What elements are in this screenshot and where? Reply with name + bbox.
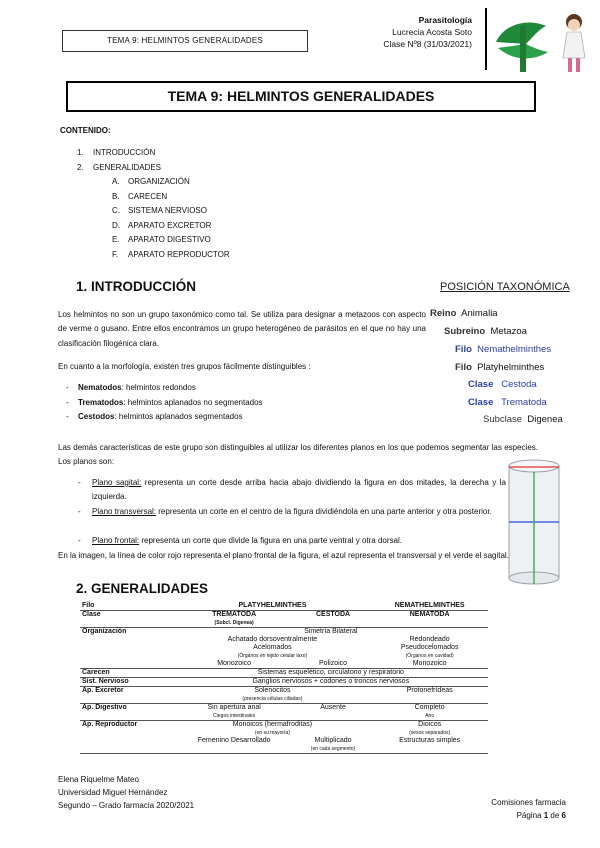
- toc-subitem: C. SISTEMA NERVIOSO: [112, 206, 207, 215]
- table-row: Monozoico Polizoico Monozoico: [80, 660, 488, 669]
- taxonomy-title: POSICIÓN TAXONÓMICA: [440, 281, 570, 293]
- planes-cylinder-figure: [505, 458, 563, 588]
- footer-right: [491, 796, 566, 822]
- pharmacy-logo-icon: [492, 8, 592, 78]
- table-row: Organización Simetría Bilateral: [82, 628, 358, 635]
- toc-subitem: F. APARATO REPRODUCTOR: [112, 249, 230, 259]
- page-number: Página 1 de 6: [516, 811, 566, 820]
- intro-paragraph: Los helmintos no son un grupo taxonómico como tal. Se utiliza para designar a metazoos con aspecto de verme o gusano. Entre ellos encontramos un grupo heterogéneo de parásitos en el que no hay una clasificación filogénica clara.: [58, 310, 426, 348]
- plane-item: - Plano sagital: representa un corte desde arriba hacia abajo dividiendo la figura en dos mitades, la derecha y la izquierda.: [78, 478, 507, 502]
- table-row: Achatado dorsoventralmente Redondeado: [227, 636, 450, 643]
- footer-university: Universidad Miguel Hernández: [58, 788, 168, 797]
- footer-left: [58, 773, 194, 812]
- toc-subitem: E. APARATO DIGESTIVO: [112, 235, 211, 244]
- planes-final-paragraph: En la imagen, la línea de color rojo representa el plano frontal de la figura, el azul representa el transversal y el verde el sagital.: [58, 551, 509, 560]
- toc-subitem: D. APARATO EXCRETOR: [112, 220, 212, 230]
- generalidades-table: [80, 602, 488, 754]
- toc-subitem: B. CARECEN: [112, 191, 168, 201]
- table-row: Ap. Digestivo Sin apertura anal Ciegos intestinales Ausente Completo Ano: [80, 704, 488, 721]
- plane-item: - Plano transversal: representa un corte en el centro de la figura dividiéndola en una parte anterior y otra posterior.: [78, 507, 492, 516]
- header-author: Lucrecia Acosta Soto: [392, 27, 472, 37]
- table-row: Acelomados (Órganos en tejido celular laxo) Pseudocelomados (Órganos en cavidad): [237, 644, 459, 659]
- table-row: Clase TREMATODA (Subcl. Digenea) CESTODA NEMATODA: [80, 611, 488, 628]
- table-row: Ap. Excretor Solenocitos (presencia células ciliadas) Protonefrídeas: [80, 687, 488, 704]
- taxonomy-row: Clase Cestoda: [468, 379, 537, 390]
- group-item: - Nematodos: helmintos redondos: [66, 383, 196, 392]
- header-info: [383, 14, 472, 50]
- header-subject: Parasitología: [418, 15, 472, 25]
- group-item: - Cestodos: helmintos aplanados segmentados: [66, 412, 243, 421]
- taxonomy-row: Reino Animalia: [430, 308, 498, 319]
- planes-intro-paragraph: Las demás características de este grupo son distinguibles al utilizar los diferentes planos en los que podemos segmentar las especies. Los planos son:: [58, 443, 538, 467]
- footer-author: Elena Riquelme Mateo: [58, 775, 139, 784]
- taxonomy-row: Subreino Metazoa: [444, 326, 527, 337]
- footer-commission: Comisiones farmacia: [491, 798, 566, 807]
- page-title: TEMA 9: HELMINTOS GENERALIDADES: [66, 81, 536, 112]
- taxonomy-row: Subclase Digenea: [483, 414, 563, 425]
- header-class-info: Clase Nº8 (31/03/2021): [383, 39, 472, 49]
- header-topic-box: TEMA 9: HELMINTOS GENERALIDADES: [62, 30, 308, 52]
- toc-subitem: A. ORGANIZACIÓN: [112, 177, 190, 186]
- header-divider: [485, 8, 487, 70]
- group-item: - Trematodos: helmintos aplanados no segmentados: [66, 398, 263, 407]
- taxonomy-row: Clase Trematoda: [468, 397, 547, 408]
- morphology-paragraph: En cuanto a la morfología, existen tres grupos fácilmente distinguibles :: [58, 362, 311, 371]
- toc-item: 1. INTRODUCCIÓN: [77, 148, 156, 157]
- plane-item: - Plano frontal: representa un corte que divide la figura en una parte ventral y otra dorsal.: [78, 536, 402, 545]
- section-heading-generalidades: 2. GENERALIDADES: [76, 581, 209, 596]
- table-row: Sist. Nervioso Ganglios nerviosos + codones o troncos nerviosos: [80, 678, 488, 687]
- table-of-contents: [77, 146, 230, 262]
- table-row: Carecen Sistemas esquelético, circulatorio y respiratorio: [80, 669, 488, 678]
- table-row: Femenino Desarrollado Multiplicado (en cada segmento) Estructuras simples: [80, 737, 488, 754]
- section-heading-introduccion: 1. INTRODUCCIÓN: [76, 279, 197, 294]
- contents-label: CONTENIDO:: [60, 126, 111, 135]
- footer-course: Segundo – Grado farmacia 2020/2021: [58, 801, 195, 810]
- taxonomy-row: Filo Nemathelminthes: [455, 344, 552, 355]
- table-row: Ap. Reproductor Monoicos (hermafroditas) (en su mayoría) Dioicos (sexos separados): [82, 721, 451, 736]
- table-row: Filo PLATYHELMINTHES NEMATHELMINTHES: [80, 602, 488, 611]
- toc-item: 2. GENERALIDADES: [77, 162, 162, 172]
- taxonomy-row: Filo Platyhelminthes: [455, 362, 545, 373]
